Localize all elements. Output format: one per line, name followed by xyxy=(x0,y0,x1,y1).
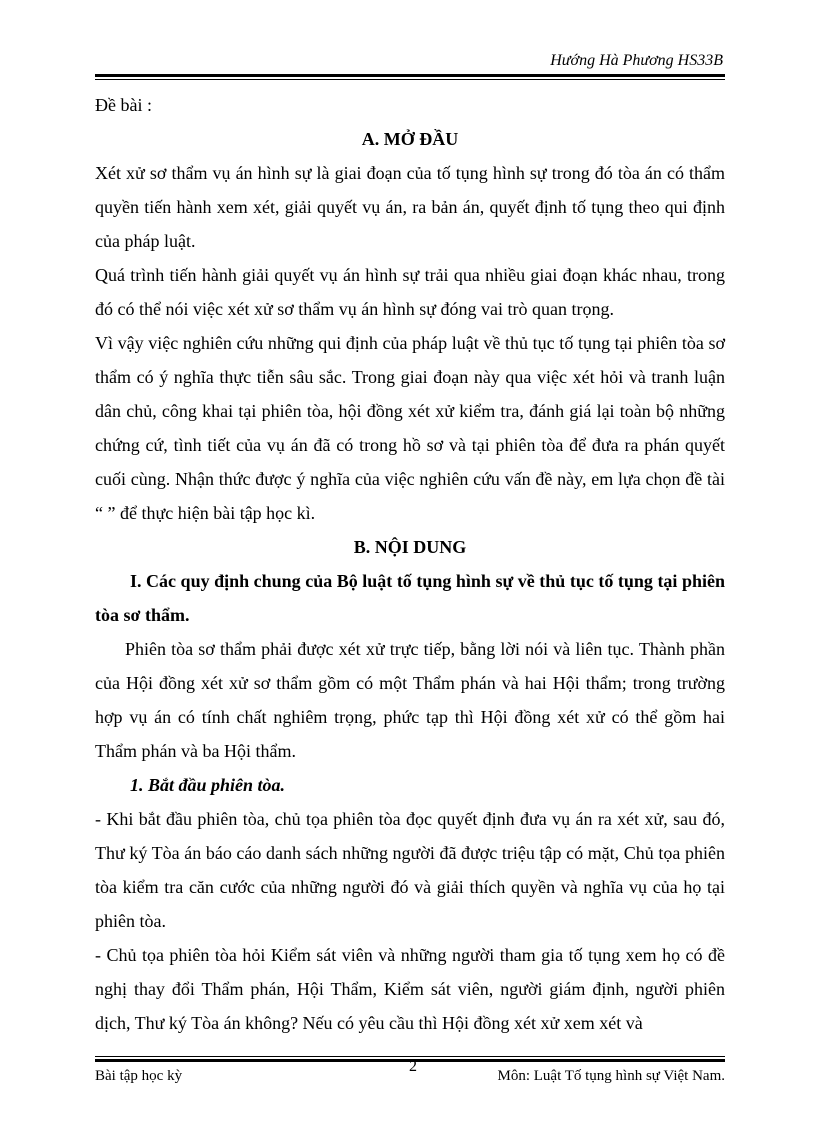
document-body xyxy=(95,88,725,1040)
paragraph-1: Xét xử sơ thẩm vụ án hình sự là giai đoạn của tố tụng hình sự trong đó tòa án có thẩm quyền tiến hành xem xét, giải quyết vụ án, ra bản án, quyết định tố tụng theo qui định của pháp luật. xyxy=(95,163,725,251)
paragraph-4: Phiên tòa sơ thẩm phải được xét xử trực tiếp, bằng lời nói và liên tục. Thành phần của Hội đồng xét xử sơ thẩm gồm có một Thẩm phán và hai Hội thẩm; trong trường hợp vụ án có tính chất nghiêm trọng, phức tạp thì Hội đồng xét xử có thể gồm hai Thẩm phán và ba Hội thẩm. xyxy=(95,639,725,761)
page-footer xyxy=(95,1056,725,1090)
page-number: 2 xyxy=(409,1058,417,1075)
paragraph-2: Quá trình tiến hành giải quyết vụ án hình sự trải qua nhiều giai đoạn khác nhau, trong đó có thể nói việc xét xử sơ thẩm vụ án hình sự đóng vai trò quan trọng. xyxy=(95,265,725,319)
footer-right-text: Môn: Luật Tố tụng hình sự Việt Nam. xyxy=(497,1068,725,1084)
page-header xyxy=(95,52,725,80)
paragraph-6: - Chủ tọa phiên tòa hỏi Kiểm sát viên và những người tham gia tố tụng xem họ có đề nghị thay đổi Thẩm phán, Hội Thẩm, Kiểm sát viên, người giám định, người phiên dịch, Thư ký Tòa án không? Nếu có yêu cầu thì Hội đồng xét xử xem xét và xyxy=(95,945,725,1033)
footer-row xyxy=(95,1058,725,1090)
paragraph-5: - Khi bắt đầu phiên tòa, chủ tọa phiên tòa đọc quyết định đưa vụ án ra xét xử, sau đó, Thư ký Tòa án báo cáo danh sách những người đã được triệu tập có mặt, Chủ tọa phiên tòa kiểm tra căn cước của những người đó và giải thích quyền và nghĩa vụ của họ tại phiên tòa. xyxy=(95,809,725,931)
header-rule-thick xyxy=(95,74,725,77)
header-rule-thin xyxy=(95,79,725,80)
header-author: Hướng Hà Phương HS33B xyxy=(550,52,723,69)
footer-left-text: Bài tập học kỳ xyxy=(95,1068,183,1084)
heading-1: I. Các quy định chung của Bộ luật tố tụng hình sự về thủ tục tố tụng tại phiên tòa sơ thẩm. xyxy=(95,571,725,625)
section-b-title: B. NỘI DUNG xyxy=(353,537,467,557)
section-a-title: A. MỞ ĐẦU xyxy=(361,129,459,149)
paragraph-3: Vì vậy việc nghiên cứu những qui định của pháp luật về thủ tục tố tụng tại phiên tòa sơ thẩm có ý nghĩa thực tiễn sâu sắc. Trong giai đoạn này qua việc xét hỏi và tranh luận dân chủ, công khai tại phiên tòa, hội đồng xét xử kiểm tra, đánh giá lại toàn bộ những chứng cứ, tình tiết của vụ án đã có trong hồ sơ và tại phiên tòa để đưa ra phán quyết cuối cùng. Nhận thức được ý nghĩa của việc nghiên cứu vấn đề này, em lựa chọn đề tài “ ” để thực hiện bài tập học kì. xyxy=(95,333,725,523)
footer-rule-thin xyxy=(95,1056,725,1057)
de-bai-label: Đề bài : xyxy=(95,95,152,115)
subheading-1: 1. Bắt đầu phiên tòa. xyxy=(130,775,286,795)
